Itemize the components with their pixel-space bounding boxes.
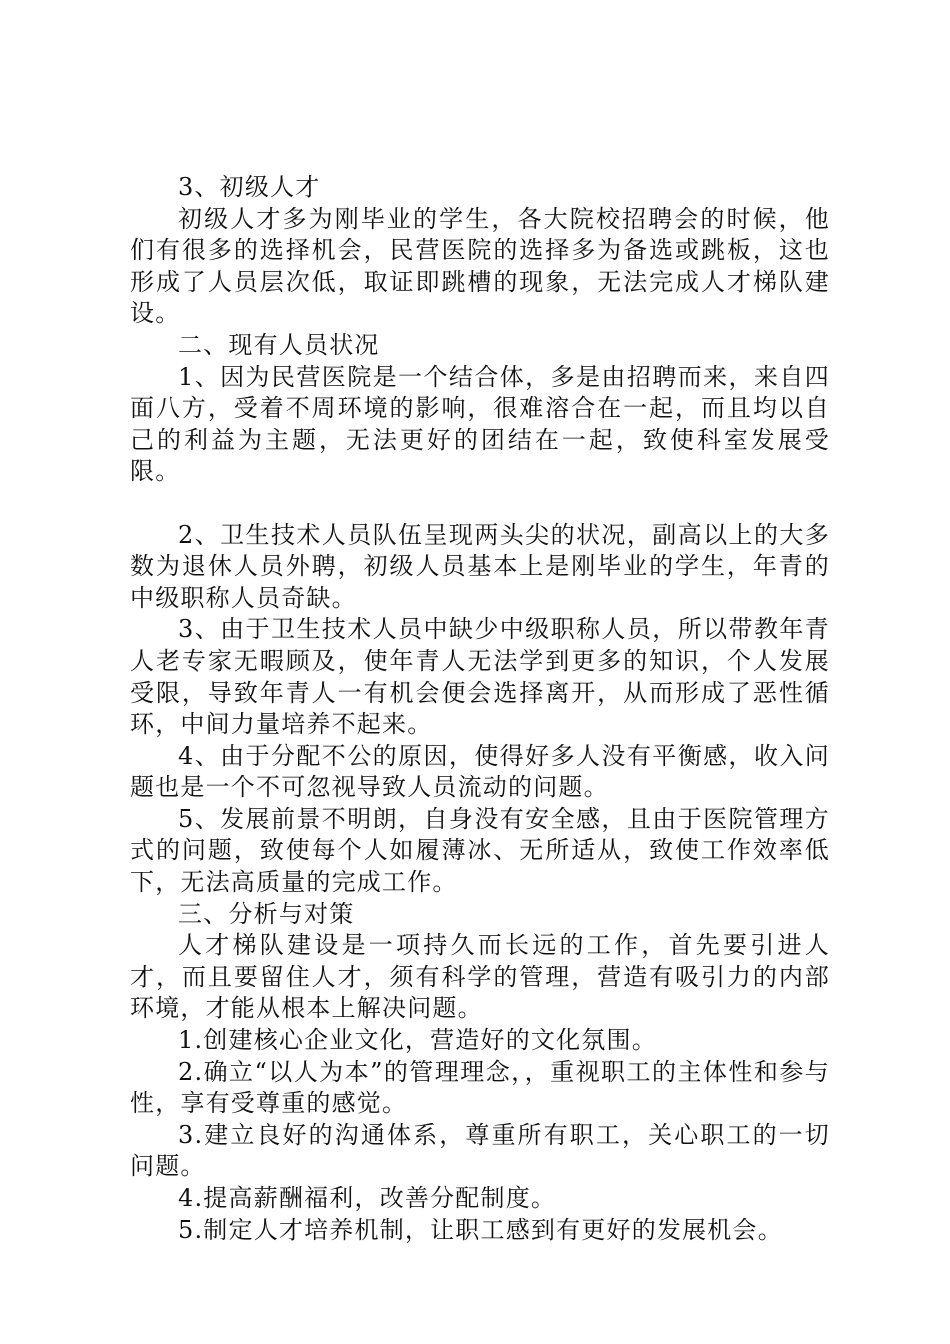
subheading-junior-talent: 3、初级人才 — [178, 173, 321, 201]
list-item-measure-4: 4.提高薪酬福利，改善分配制度。 — [178, 1184, 557, 1212]
list-item-measure-3: 3.建立良好的沟通体系，尊重所有职工，关心职工的一切问题。 — [130, 1120, 830, 1181]
paragraph-analysis-intro: 人才梯队建设是一项持久而长远的工作，首先要引进人才，而且要留住人才，须有科学的管理，营造有吸引力的内部环境，才能从根本上解决问题。 — [130, 931, 830, 1023]
list-item-measure-5: 5.制定人才培养机制，让职工感到有更好的发展机会。 — [178, 1215, 783, 1244]
paragraph-staff-item-3: 3、由于卫生技术人员中缺少中级职称人员，所以带教年青人老专家无暇顾及，使年青人无法学到更多的知识，个人发展受限，导致年青人一有机会便会选择离开，从而形成了恶性循环，中间力量培养不起来。 — [130, 615, 830, 739]
section-heading-current-staff: 二、现有人员状况 — [178, 330, 380, 359]
paragraph-staff-item-5: 5、发展前景不明朗，自身没有安全感，且由于医院管理方式的问题，致使每个人如履薄冰、无所适从，致使工作效率低下，无法高质量的完成工作。 — [130, 804, 830, 897]
paragraph-staff-item-4: 4、由于分配不公的原因，使得好多人没有平衡感，收入问题也是一个不可忽视导致人员流动的问题。 — [130, 741, 830, 802]
list-item-measure-1: 1.创建核心企业文化，营造好的文化氛围。 — [178, 1026, 657, 1055]
section-heading-analysis: 三、分析与对策 — [178, 899, 355, 928]
paragraph-staff-item-2: 2、卫生技术人员队伍呈现两头尖的状况，副高以上的大多数为退休人员外聘，初级人员基本上是刚毕业的学生，年青的中级职称人员奇缺。 — [130, 520, 830, 612]
document-body — [130, 172, 830, 1246]
paragraph-staff-item-1: 1、因为民营医院是一个结合体，多是由招聘而来，来自四面八方，受着不周环境的影响，很难溶合在一起，而且均以自己的利益为主题，无法更好的团结在一起，致使科室发展受限。 — [130, 362, 830, 486]
list-item-measure-2: 2.确立“以人为本”的管理理念，，重视职工的主体性和参与性，享有受尊重的感觉。 — [130, 1057, 830, 1118]
paragraph-junior-talent: 初级人才多为刚毕业的学生，各大院校招聘会的时候，他们有很多的选择机会，民营医院的选择多为备选或跳板，这也形成了人员层次低，取证即跳槽的现象，无法完成人才梯队建设。 — [130, 204, 830, 328]
